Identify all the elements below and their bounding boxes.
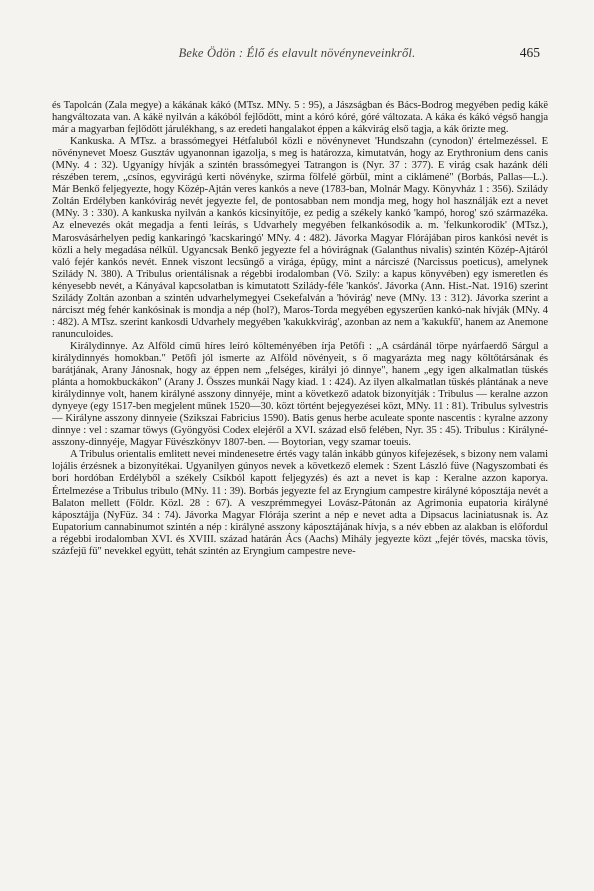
- body-text: [52, 100, 548, 558]
- paragraph-tribulus: A Tribulus orientalis emlitett nevei mindenesetre értés vagy talán inkább gúnyos kifejezések, s bizony nem valami lojális érzésnek a bizonyítékai. Ugyanilyen gúnyos nevek a következő elemek : Szent László füve (Nagyszombati és bori hordóban Erdélyből a székely Csíkból kapott feljegyzés) és azt a nevet is kap : Keralne azzon kaporya. Értelmezése a Tribulus tribulo (MNy. 11 : 39). Borbás jegyezte fel az Eryngium campestre királyné kóposztája nevét a Balaton mellett (Földr. Közl. 28 : 67). A veszprémmegyei Lovász-Pátonán az Agrimonia eupatoria királyné káposztájja (NyFüz. 34 : 74). Jávorka Magyar Flórája szerint a nép e nevet adta a Dipsacus laciniatusnak is. Az Eupatorium cannabinumot szintén a nép : királyné asszony káposztájának hívja, s a név ebben az alakban is előfordul a régebbi irodalomban XVI. és XVIII. század határán Ács (Aachs) Mihály jegyezte közt „fejér tövés, macska tövis, százfejű fű" nevekkel együtt, tehát szintén az Eryngium campestre neve-: [52, 449, 548, 557]
- running-title: Beke Ödön : Élő és elavult növényneveinkről.: [178, 46, 416, 60]
- page-header: [52, 46, 542, 64]
- paragraph-kiralydinnye: Királydinnye. Az Alföld című híres leíró költeményében írja Petőfi : „A csárdánál törpe nyárfaerdő Sárgul a királydinnyés homokban." Petőfi jól ismerte az Alföld növényeit, s ő magyarázta meg nagy költőtársának és barátjának, Arany Jánosnak, hogy az éppen nem „felséges, királyi jó dinnye", hanem „egy igen alkalmatlan tüskés plánta a homokbuckákon" (Arany J. Összes munkái Nagy kiad. 1 : 424). Az ilyen alkalmatlan tüskés plántának a neve királydinnye volt, hanem királyné asszony dinnyéje, mint a következő adatok bizonyítják : Tribulus — keralne azzon dynyeye (egy 1517-ben megjelent műnek 1520—30. közt történt bejegyezései közt, MNy. 11 : 81). Tribulus sylvestris — Királyne asszony dinnyeie (Szikszai Fabricius 1590). Batis genus herbe aculeate sponte nascentis : kyralne azzony dinnye : vel : szamar töwys (Gyöngyösi Codex elejéről a XVI. század első felében, Nyr. 35 : 45). Tribulus : Királyné-asszony-dinnyéje, Magyar Füvészkönyv 1807-ben. — Boytorian, vegy szamar toeuis.: [52, 340, 548, 449]
- paragraph-kaka: és Tapolcán (Zala megye) a kákának kákó (MTsz. MNy. 5 : 95), a Jászságban és Bács-Bodrog megyében pedig kákë hangváltozata van. A kákë nyilván a kákóból fejlődött, mint a kóró kóré, góré változata. A káka és kákó végső hangja már a magyarban fejlődött járulékhang, s az eredeti hangalakot éppen a kákvirág első tagja, a kák őrizte meg.: [52, 100, 548, 136]
- page-number: 465: [519, 45, 540, 60]
- paragraph-kankuska: Kankuska. A MTsz. a brassómegyei Hétfaluból közli e növénynevet 'Hundszahn (cynodon)' értelmezéssel. E növénynevet Moesz Gusztáv ugyanonnan igazolja, s meg is határozza, kimutatván, hogy az Erythronium dens canis (MNy. 4 : 32). Ugyanígy hívják a szintén brassómegyei Tatrangon is (Nyr. 37 : 377). E virág csak hazánk déli részében terem, „csínos, egyvirágú kerti növényke, szirma fölfelé görbül, mint a ciklámené" (Borbás, Pallas—L.). Már Benkő feljegyezte, hogy Közép-Ajtán veres kankós a neve (1783-ban, Molnár Magy. Könyvház 1 : 356). Szilády Zoltán Erdélyben kankóvirág nevét jegyezte fel, de pontosabban nem mondja meg, hogy hol használják ezt a nevet (MNy. 3 : 330). A kankuska nyilván a kankós kicsinyítője, ez pedig a székely kankó 'kampó, horog' szó származéka. Az elnevezés okát megadja a fenti leírás, s Udvarhely megyében felkankósodik a. m. 'felkunkorodik' (MTsz.), Marosvásárhelyen pedig kankaringó 'kacskaringó' MNy. 4 : 482). Jávorka Magyar Flórájában piros kankósi nevét is közli a hely megadása nélkül. Ugyancsak Benkő jegyezte fel a hóvirágnak (Galanthus nivalis) szintén Közép-Ajtáról való fejér kankós nevét. Ennek viszont lecsüngő a virága, épügy, mint a nárciszé (Narcissus poeticus), amelynek Szilády N. 380). A Tribulus orientálisnak a régebbi irodalomban (Vö. Szily: a kapus könyvében) egy ismeretlen és kényesebb nevét, a Kányával kapcsolatban is kimutatott Szilády-féle 'kankós'. Jávorka (Ann. Hist.-Nat. 1916) szerint Szilády Zoltán azonban a szintén udvarhelymegyei Csekefalván a 'hóvirág' neve (MNy. 13 : 312). Jávorka szerint a nárciszt még fehér kankósinak is mondja a nép (hol?), Maros-Torda megyében egyszerűen kankó-nak hívják (MNy. 4 : 482). A MTsz. szerint kankosdi Udvarhely megyében 'kakukkvirág', azonban az nem a 'kakukfű', hanem az Anemone ranunculoides.: [52, 136, 548, 340]
